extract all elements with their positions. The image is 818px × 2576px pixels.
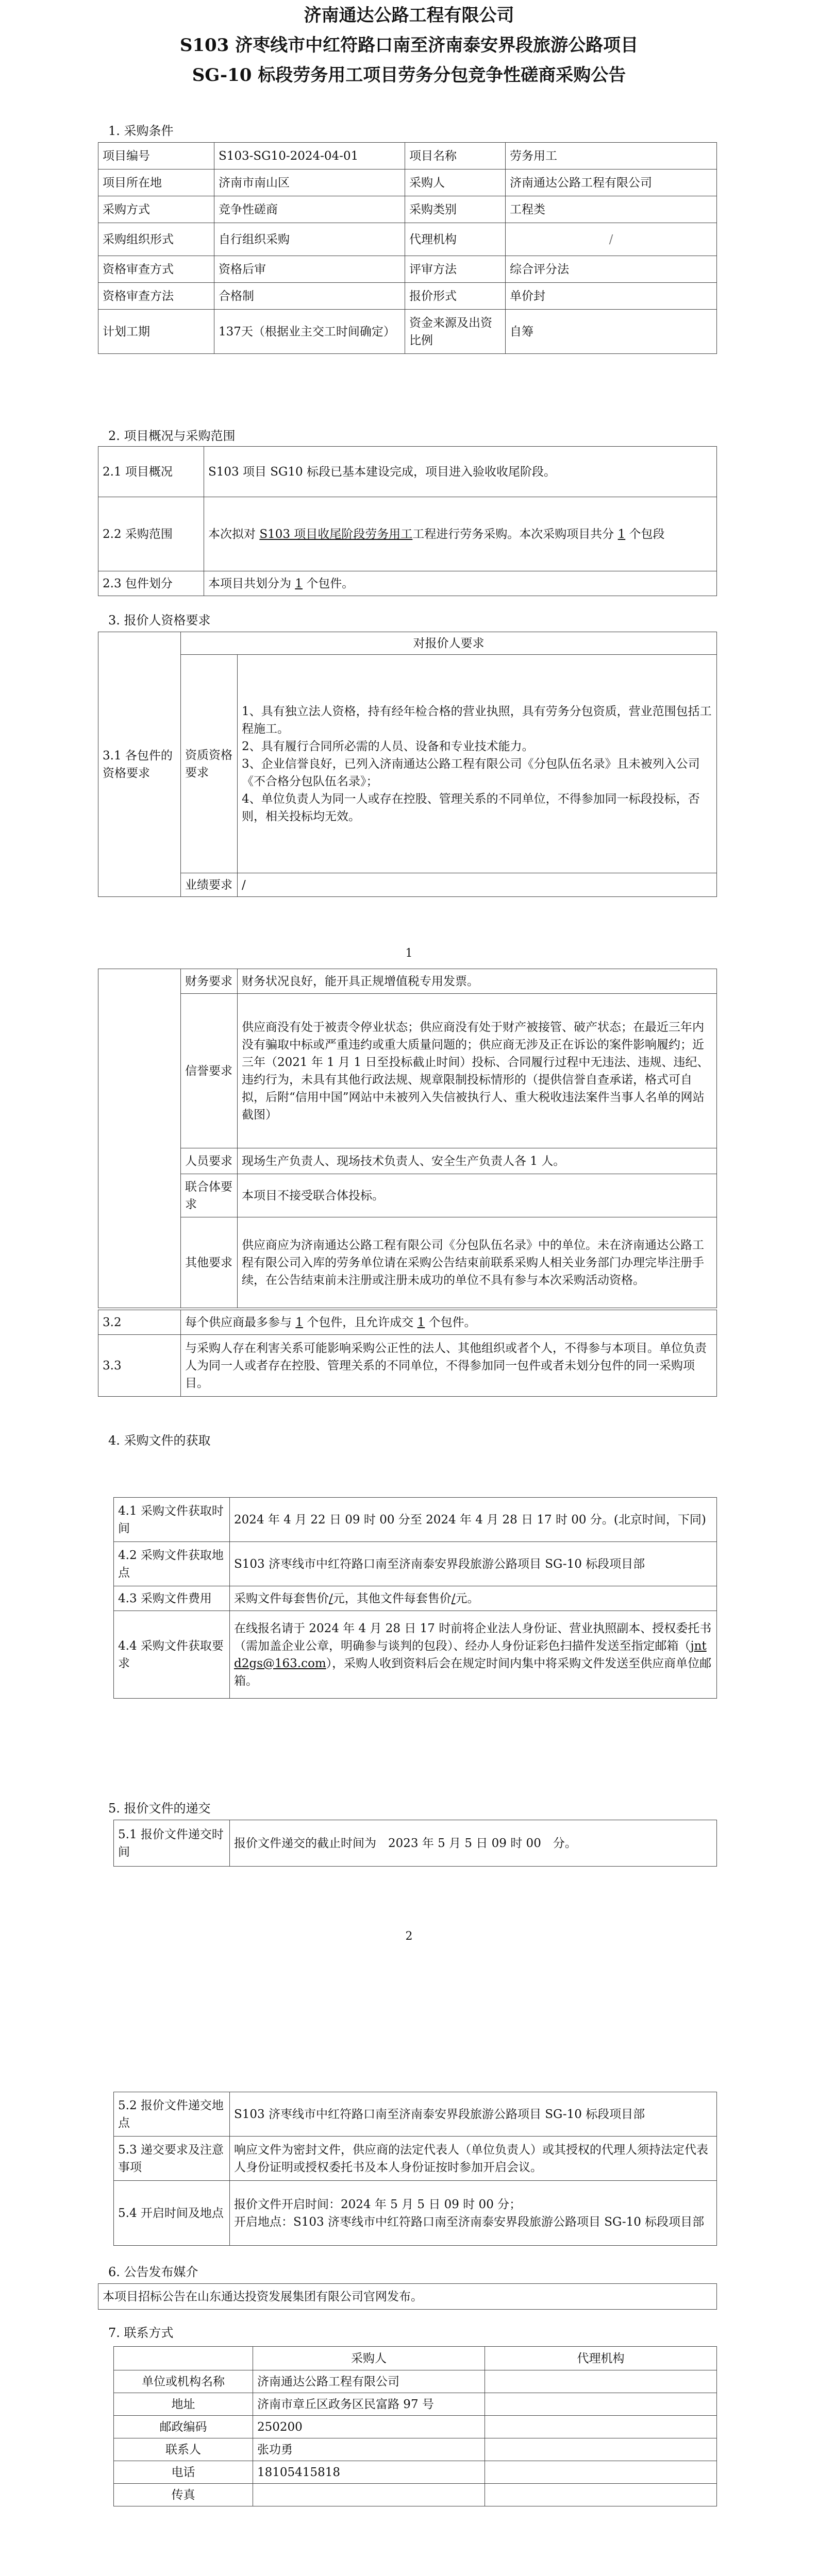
fee-text-b: 元，其他文件每套售价 xyxy=(332,1591,452,1605)
section-2-heading: 2. 项目概况与采购范围 xyxy=(108,429,236,443)
section-5-heading: 5. 报价文件的递交 xyxy=(108,1801,211,1816)
r32-text-a: 每个供应商最多参与 xyxy=(185,1315,296,1329)
qual-item-4: 4、单位负责人为同一人或存在控股、管理关系的不同单位，不得参加同一标段投标，否则，相关投标均无效。 xyxy=(242,792,700,823)
condition-value: 济南通达公路工程有限公司 xyxy=(506,170,717,196)
submit-req-label: 5.3 递交要求及注意事项 xyxy=(114,2137,230,2181)
perf-label: 业绩要求 xyxy=(181,873,238,897)
condition-label: 资格审查方式 xyxy=(98,256,214,283)
project-overview-table xyxy=(98,446,717,596)
section-1-heading: 1. 采购条件 xyxy=(108,124,174,138)
fee-price-2: / xyxy=(451,1591,456,1605)
cred-label: 信誉要求 xyxy=(181,994,238,1148)
package-value xyxy=(204,571,717,596)
contact-buyer-value: 济南市章丘区政务区民富路 97 号 xyxy=(253,2393,485,2416)
acq-time-value: 2024 年 4 月 22 日 09 时 00 分至 2024 年 4 月 28 日 17 时 00 分。(北京时间，下同) xyxy=(230,1498,717,1542)
condition-value: 工程类 xyxy=(506,196,717,223)
r32-n1: 1 xyxy=(295,1315,303,1329)
condition-value: / xyxy=(506,223,717,256)
page-number-2: 2 xyxy=(405,1930,413,1943)
contact-agency-value xyxy=(485,2484,717,2506)
contact-buyer-value: 济南通达公路工程有限公司 xyxy=(253,2370,485,2393)
fin-value: 财务状况良好，能开具正规增值税专用发票。 xyxy=(238,969,717,994)
staff-label: 人员要求 xyxy=(181,1148,238,1174)
acq-time-label: 4.1 采购文件获取时间 xyxy=(114,1498,230,1542)
perf-value: / xyxy=(238,873,717,897)
contact-agency-value xyxy=(485,2370,717,2393)
condition-label: 采购人 xyxy=(405,170,506,196)
condition-value: 合格制 xyxy=(214,283,405,310)
contact-col-buyer: 采购人 xyxy=(253,2347,485,2370)
company-title: 济南通达公路工程有限公司 xyxy=(304,5,514,26)
condition-label: 项目所在地 xyxy=(98,170,214,196)
qualification-continued-cell xyxy=(98,969,181,1308)
overview-value: S103 项目 SG10 标段已基本建设完成，项目进入验收收尾阶段。 xyxy=(204,447,717,497)
condition-label: 资格审查方法 xyxy=(98,283,214,310)
contact-row xyxy=(114,2438,717,2461)
qualification-table-part1 xyxy=(98,632,717,897)
condition-value: 劳务用工 xyxy=(506,143,717,170)
contact-label: 单位或机构名称 xyxy=(114,2370,253,2393)
fee-text-c: 元。 xyxy=(455,1591,479,1605)
section-6-heading: 6. 公告发布媒介 xyxy=(108,2265,198,2279)
qual-item-1: 1、具有独立法人资格，持有经年检合格的营业执照，具有劳务分包资质，营业范围包括工程施工。 xyxy=(242,704,712,736)
qualification-table-part2 xyxy=(98,969,717,1308)
opening-label: 5.4 开启时间及地点 xyxy=(114,2181,230,2246)
scope-work: S103 项目收尾阶段劳务用工 xyxy=(259,527,413,541)
opening-time: 报价文件开启时间：2024 年 5 月 5 日 09 时 00 分； xyxy=(234,2197,522,2211)
condition-row xyxy=(98,143,717,170)
document-acquisition-table xyxy=(113,1497,717,1699)
qual-label: 资质资格要求 xyxy=(181,655,238,873)
package-count: 1 xyxy=(295,577,303,590)
condition-value: 竞争性磋商 xyxy=(214,196,405,223)
scope-text-c: 个包段 xyxy=(625,527,665,541)
contact-label: 传真 xyxy=(114,2484,253,2506)
acq-req-value xyxy=(230,1611,717,1699)
contact-label: 电话 xyxy=(114,2461,253,2484)
condition-label: 报价形式 xyxy=(405,283,506,310)
staff-value: 现场生产负责人、现场技术负责人、安全生产负责人各 1 人。 xyxy=(238,1148,717,1174)
scope-count: 1 xyxy=(617,527,626,541)
notice-title: SG-10 标段劳务用工项目劳务分包竞争性磋商采购公告 xyxy=(192,65,626,86)
contact-col-agency: 代理机构 xyxy=(485,2347,717,2370)
submit-time-label: 5.1 报价文件递交时间 xyxy=(114,1820,230,1867)
contact-table xyxy=(113,2346,717,2506)
submission-table-part1 xyxy=(113,1820,717,1867)
r32-text-c: 个包件。 xyxy=(425,1315,476,1329)
condition-label: 计划工期 xyxy=(98,310,214,354)
page-1 xyxy=(0,0,818,960)
qual-item-3: 3、企业信誉良好，已列入济南通达公路工程有限公司《分包队伍名录》且未被列入公司《不合格分包队伍名录》； xyxy=(242,757,700,788)
condition-value: 自行组织采购 xyxy=(214,223,405,256)
procurement-conditions-table xyxy=(98,142,717,354)
contact-buyer-value: 张功勇 xyxy=(253,2438,485,2461)
contact-label: 联系人 xyxy=(114,2438,253,2461)
page-3 xyxy=(0,2092,818,2576)
contact-row xyxy=(114,2370,717,2393)
condition-row xyxy=(98,310,717,354)
section-3-heading: 3. 报价人资格要求 xyxy=(108,613,211,628)
contact-agency-value xyxy=(485,2438,717,2461)
condition-label: 采购类别 xyxy=(405,196,506,223)
contact-row xyxy=(114,2461,717,2484)
fin-label: 财务要求 xyxy=(181,969,238,994)
contact-corner-cell xyxy=(114,2347,253,2370)
condition-value: 137天（根据业主交工时间确定） xyxy=(214,310,405,354)
requirements-col-header: 对报价人要求 xyxy=(181,632,717,655)
opening-place: 开启地点：S103 济枣线市中红符路口南至济南泰安界段旅游公路项目 SG-10 标段项目部 xyxy=(234,2215,705,2229)
r32-n2: 1 xyxy=(417,1315,425,1329)
email-link[interactable]: jntd2gs@163.com xyxy=(234,1639,707,1670)
qualification-table-part3 xyxy=(98,1310,717,1397)
acq-fee-label: 4.3 采购文件费用 xyxy=(114,1586,230,1611)
fee-price-1: / xyxy=(329,1591,333,1605)
contact-agency-value xyxy=(485,2416,717,2438)
condition-value: 资格后审 xyxy=(214,256,405,283)
condition-value: 综合评分法 xyxy=(506,256,717,283)
media-table xyxy=(98,2283,717,2310)
req-text-b: ），采购人收到资料后会在规定时间内集中将采购文件发送至供应商单位邮箱。 xyxy=(234,1656,712,1688)
qualification-row-label: 3.1 各包件的资格要求 xyxy=(98,632,181,897)
rule-32-label: 3.2 xyxy=(98,1310,181,1335)
section-7-heading: 7. 联系方式 xyxy=(108,2326,174,2340)
contact-label: 邮政编码 xyxy=(114,2416,253,2438)
scope-text-b: 工程进行劳务采购。本次采购项目共分 xyxy=(412,527,618,541)
opening-value xyxy=(230,2181,717,2246)
submit-place-label: 5.2 报价文件递交地点 xyxy=(114,2092,230,2137)
condition-row xyxy=(98,256,717,283)
page-2 xyxy=(0,917,818,2092)
condition-label: 采购方式 xyxy=(98,196,214,223)
project-title: S103 济枣线市中红符路口南至济南泰安界段旅游公路项目 xyxy=(179,35,639,56)
package-label: 2.3 包件划分 xyxy=(98,571,204,596)
req-text-a: 在线报名请于 2024 年 4 月 28 日 17 时前将企业法人身份证、营业执照副本、授权委托书（需加盖企业公章，明确参与谈判的包段）、经办人身份证彩色扫描件发送至指定邮箱（ xyxy=(234,1621,712,1653)
condition-label: 评审方法 xyxy=(405,256,506,283)
scope-value xyxy=(204,497,717,571)
rule-33-value: 与采购人存在利害关系可能影响采购公正性的法人、其他组织或者个人，不得参与本项目。单位负责人为同一人或者存在控股、管理关系的不同单位，不得参加同一包件或者未划分包件的同一采购项目。 xyxy=(181,1335,717,1397)
condition-value: S103-SG10-2024-04-01 xyxy=(214,143,405,170)
contact-buyer-value xyxy=(253,2484,485,2506)
condition-row xyxy=(98,196,717,223)
condition-label: 资金来源及出资比例 xyxy=(405,310,506,354)
condition-value: 单价封 xyxy=(506,283,717,310)
condition-label: 代理机构 xyxy=(405,223,506,256)
other-label: 其他要求 xyxy=(181,1217,238,1308)
acq-req-label: 4.4 采购文件获取要求 xyxy=(114,1611,230,1699)
rule-32-value xyxy=(181,1310,717,1335)
condition-label: 项目名称 xyxy=(405,143,506,170)
contact-buyer-value: 18105415818 xyxy=(253,2461,485,2484)
submit-time-value: 报价文件递交的截止时间为 2023 年 5 月 5 日 09 时 00 分。 xyxy=(230,1820,717,1867)
contact-agency-value xyxy=(485,2461,717,2484)
media-value: 本项目招标公告在山东通达投资发展集团有限公司官网发布。 xyxy=(98,2284,717,2310)
condition-row xyxy=(98,283,717,310)
acq-place-label: 4.2 采购文件获取地点 xyxy=(114,1542,230,1586)
joint-value: 本项目不接受联合体投标。 xyxy=(238,1174,717,1217)
acq-place-value: S103 济枣线市中红符路口南至济南泰安界段旅游公路项目 SG-10 标段项目部 xyxy=(230,1542,717,1586)
qual-item-2: 2、具有履行合同所必需的人员、设备和专业技术能力。 xyxy=(242,739,534,753)
condition-row xyxy=(98,170,717,196)
section-4-heading: 4. 采购文件的获取 xyxy=(108,1433,211,1448)
cred-value: 供应商没有处于被责令停业状态；供应商没有处于财产被接管、破产状态；在最近三年内没有骗取中标或严重违约或重大质量问题的；供应商无涉及正在诉讼的案件影响履约；近三年（2021 年 1 月 1 日至投标截止时间）投标、合同履行过程中无违法、违规、违纪、违约行为，未具有其他行政法规、规章限制投标情形的（提供信誉自查承诺，格式可自拟，后附“信用中国”网站中未被列入失信被执行人、重大税收违法案件当事人名单的网站截图） xyxy=(238,994,717,1148)
condition-row xyxy=(98,223,717,256)
contact-buyer-value: 250200 xyxy=(253,2416,485,2438)
submit-req-value: 响应文件为密封文件，供应商的法定代表人（单位负责人）或其授权的代理人须持法定代表人身份证明或授权委托书及本人身份证按时参加开启会议。 xyxy=(230,2137,717,2181)
other-value: 供应商应为济南通达公路工程有限公司《分包队伍名录》中的单位。未在济南通达公路工程有限公司入库的劳务单位请在采购公告结束前联系采购人相关业务部门办理完毕注册手续，在公告结束前未注册或注册未成功的单位不具有参与本次采购活动资格。 xyxy=(238,1217,717,1308)
page-number-1: 1 xyxy=(405,947,413,960)
r32-text-b: 个包件，且允许成交 xyxy=(303,1315,418,1329)
contact-row xyxy=(114,2393,717,2416)
overview-label: 2.1 项目概况 xyxy=(98,447,204,497)
contact-label: 地址 xyxy=(114,2393,253,2416)
acq-fee-value xyxy=(230,1586,717,1611)
submission-table-part2 xyxy=(113,2092,717,2246)
package-text-a: 本项目共划分为 xyxy=(208,577,295,590)
joint-label: 联合体要求 xyxy=(181,1174,238,1217)
condition-value: 济南市南山区 xyxy=(214,170,405,196)
contact-row xyxy=(114,2484,717,2506)
fee-text-a: 采购文件每套售价 xyxy=(234,1591,329,1605)
submit-place-value: S103 济枣线市中红符路口南至济南泰安界段旅游公路项目 SG-10 标段项目部 xyxy=(230,2092,717,2137)
condition-label: 项目编号 xyxy=(98,143,214,170)
contact-agency-value xyxy=(485,2393,717,2416)
condition-label: 采购组织形式 xyxy=(98,223,214,256)
contact-row xyxy=(114,2416,717,2438)
condition-value: 自筹 xyxy=(506,310,717,354)
rule-33-label: 3.3 xyxy=(98,1335,181,1397)
scope-label: 2.2 采购范围 xyxy=(98,497,204,571)
package-text-b: 个包件。 xyxy=(302,577,354,590)
qual-items xyxy=(238,655,717,873)
scope-text-a: 本次拟对 xyxy=(208,527,260,541)
